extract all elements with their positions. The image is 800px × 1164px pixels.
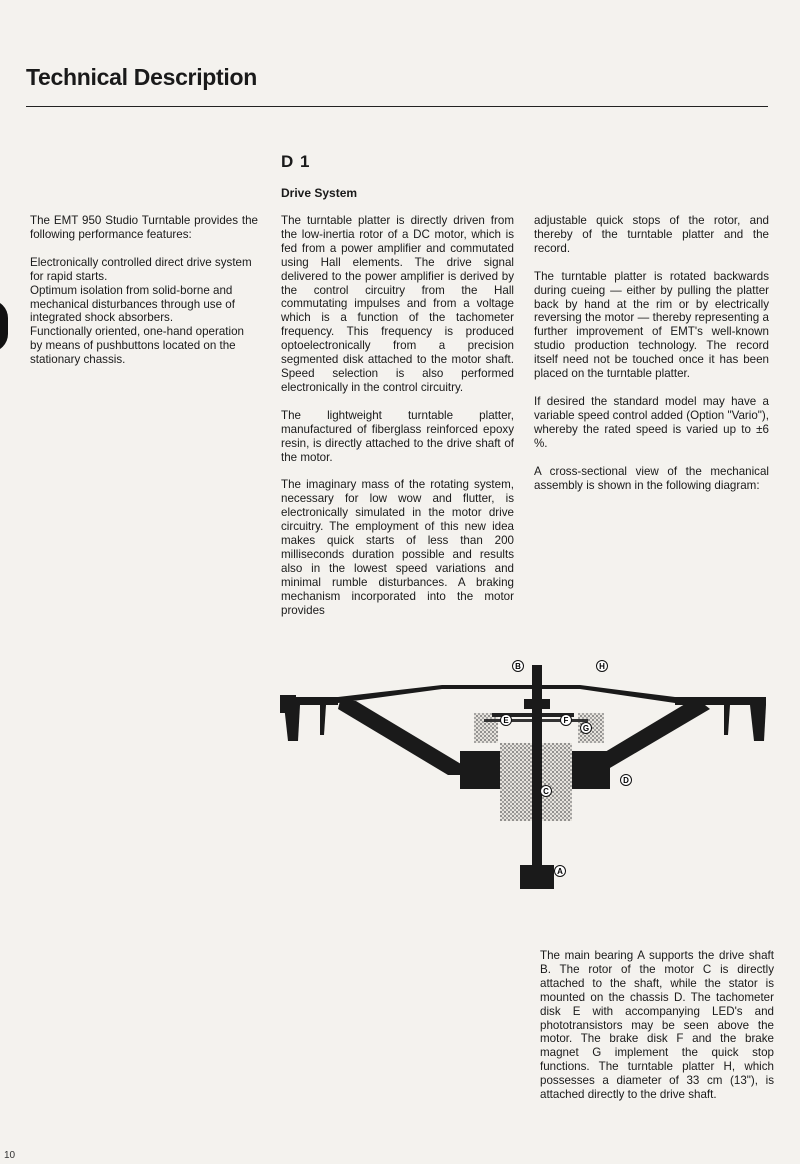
drive-shaft-b [532, 665, 542, 880]
label-e: E [503, 716, 509, 725]
label-f: F [563, 716, 569, 725]
label-f-marker [561, 715, 572, 726]
label-a: A [557, 867, 563, 876]
label-c-marker [541, 786, 552, 797]
label-d: D [623, 776, 629, 785]
page-tab-marker [0, 300, 8, 352]
label-b: B [515, 662, 521, 671]
body-paragraph: The lightweight turntable platter, manufactured of fiberglass reinforced epoxy resin, is directly attached to the drive shaft of the motor. [281, 408, 514, 464]
body-paragraph: A cross-sectional view of the mechanical assembly is shown in the following diagram: [534, 464, 769, 492]
label-d-marker [621, 775, 632, 786]
label-b-marker [513, 661, 524, 672]
body-paragraph: The turntable platter is rotated backwards during cueing — either by pulling the platter back by hand at the rim or by electrically reversing the motor — thereby representing a further improvement of EMT's well-known studio production technology. The record itself need not be touched once it has been placed on the turntable platter. [534, 269, 769, 381]
body-paragraph: The turntable platter is directly driven from the low-inertia rotor of a DC motor, which is fed from a power amplifier and commutated using Hall elements. The drive signal delivered to the power amplifier is derived by the control circuitry from the Hall commutating impulses and from a voltage which is a function of the tachometer frequency. This frequency is produced optoelectronically from a precision segmented disk attached to the motor shaft. Speed selection is also performed electronically in the control circuitry. [281, 214, 514, 394]
body-paragraph: The imaginary mass of the rotating system, necessary for low wow and flutter, is electronically simulated in the motor drive circuitry. The employment of this new idea makes quick starts of less than 200 milliseconds duration possible and results also in the lowest speed variations and minimal rumble disturbances. A braking mechanism incorporated into the motor provides [281, 478, 514, 617]
page-heading: Technical Description [26, 64, 258, 90]
label-h-marker [597, 661, 608, 672]
label-e-marker [501, 715, 512, 726]
page-number: 10 [4, 1150, 16, 1161]
body-paragraph: If desired the standard model may have a variable speed control added (Option "Vario"), whereby the rated speed is varied up to ±6 %. [534, 394, 769, 450]
label-c: C [543, 787, 549, 796]
tachometer-e [474, 713, 498, 743]
column-1 [30, 214, 258, 381]
column-2 [281, 214, 514, 631]
feature-item: Functionally oriented, one-hand operation by means of pushbuttons located on the stationary chassis. [30, 325, 244, 367]
feature-item: Electronically controlled direct drive system for rapid starts. [30, 255, 252, 283]
section-title: Drive System [281, 186, 358, 200]
heading-rule [26, 106, 768, 107]
intro-paragraph: The EMT 950 Studio Turntable provides the following performance features: [30, 214, 258, 241]
shaft-hub [524, 699, 550, 709]
section-number: D 1 [281, 152, 311, 171]
body-paragraph: adjustable quick stops of the rotor, and thereby of the turntable platter and the record. [534, 214, 769, 255]
label-g: G [582, 724, 590, 733]
column-3 [534, 214, 769, 506]
feature-list [30, 256, 258, 367]
cross-section-diagram [280, 655, 770, 915]
label-g-marker [581, 723, 592, 734]
label-a-marker [555, 866, 566, 877]
main-bearing-a [520, 865, 554, 889]
label-h: H [599, 662, 605, 671]
feature-item: Optimum isolation from solid-borne and mechanical disturbances through use of integrated shock absorbers. [30, 283, 235, 325]
diagram-caption: The main bearing A supports the drive shaft B. The rotor of the motor C is directly attached to the shaft, while the stator is mounted on the chassis D. The tachometer disk E with accompanying LED's and phototransistors may be seen above the motor. The brake disk F and the brake magnet G implement the quick stop functions. The turntable platter H, which possesses a diameter of 33 cm (13"), is attached directly to the drive shaft. [540, 949, 774, 1102]
